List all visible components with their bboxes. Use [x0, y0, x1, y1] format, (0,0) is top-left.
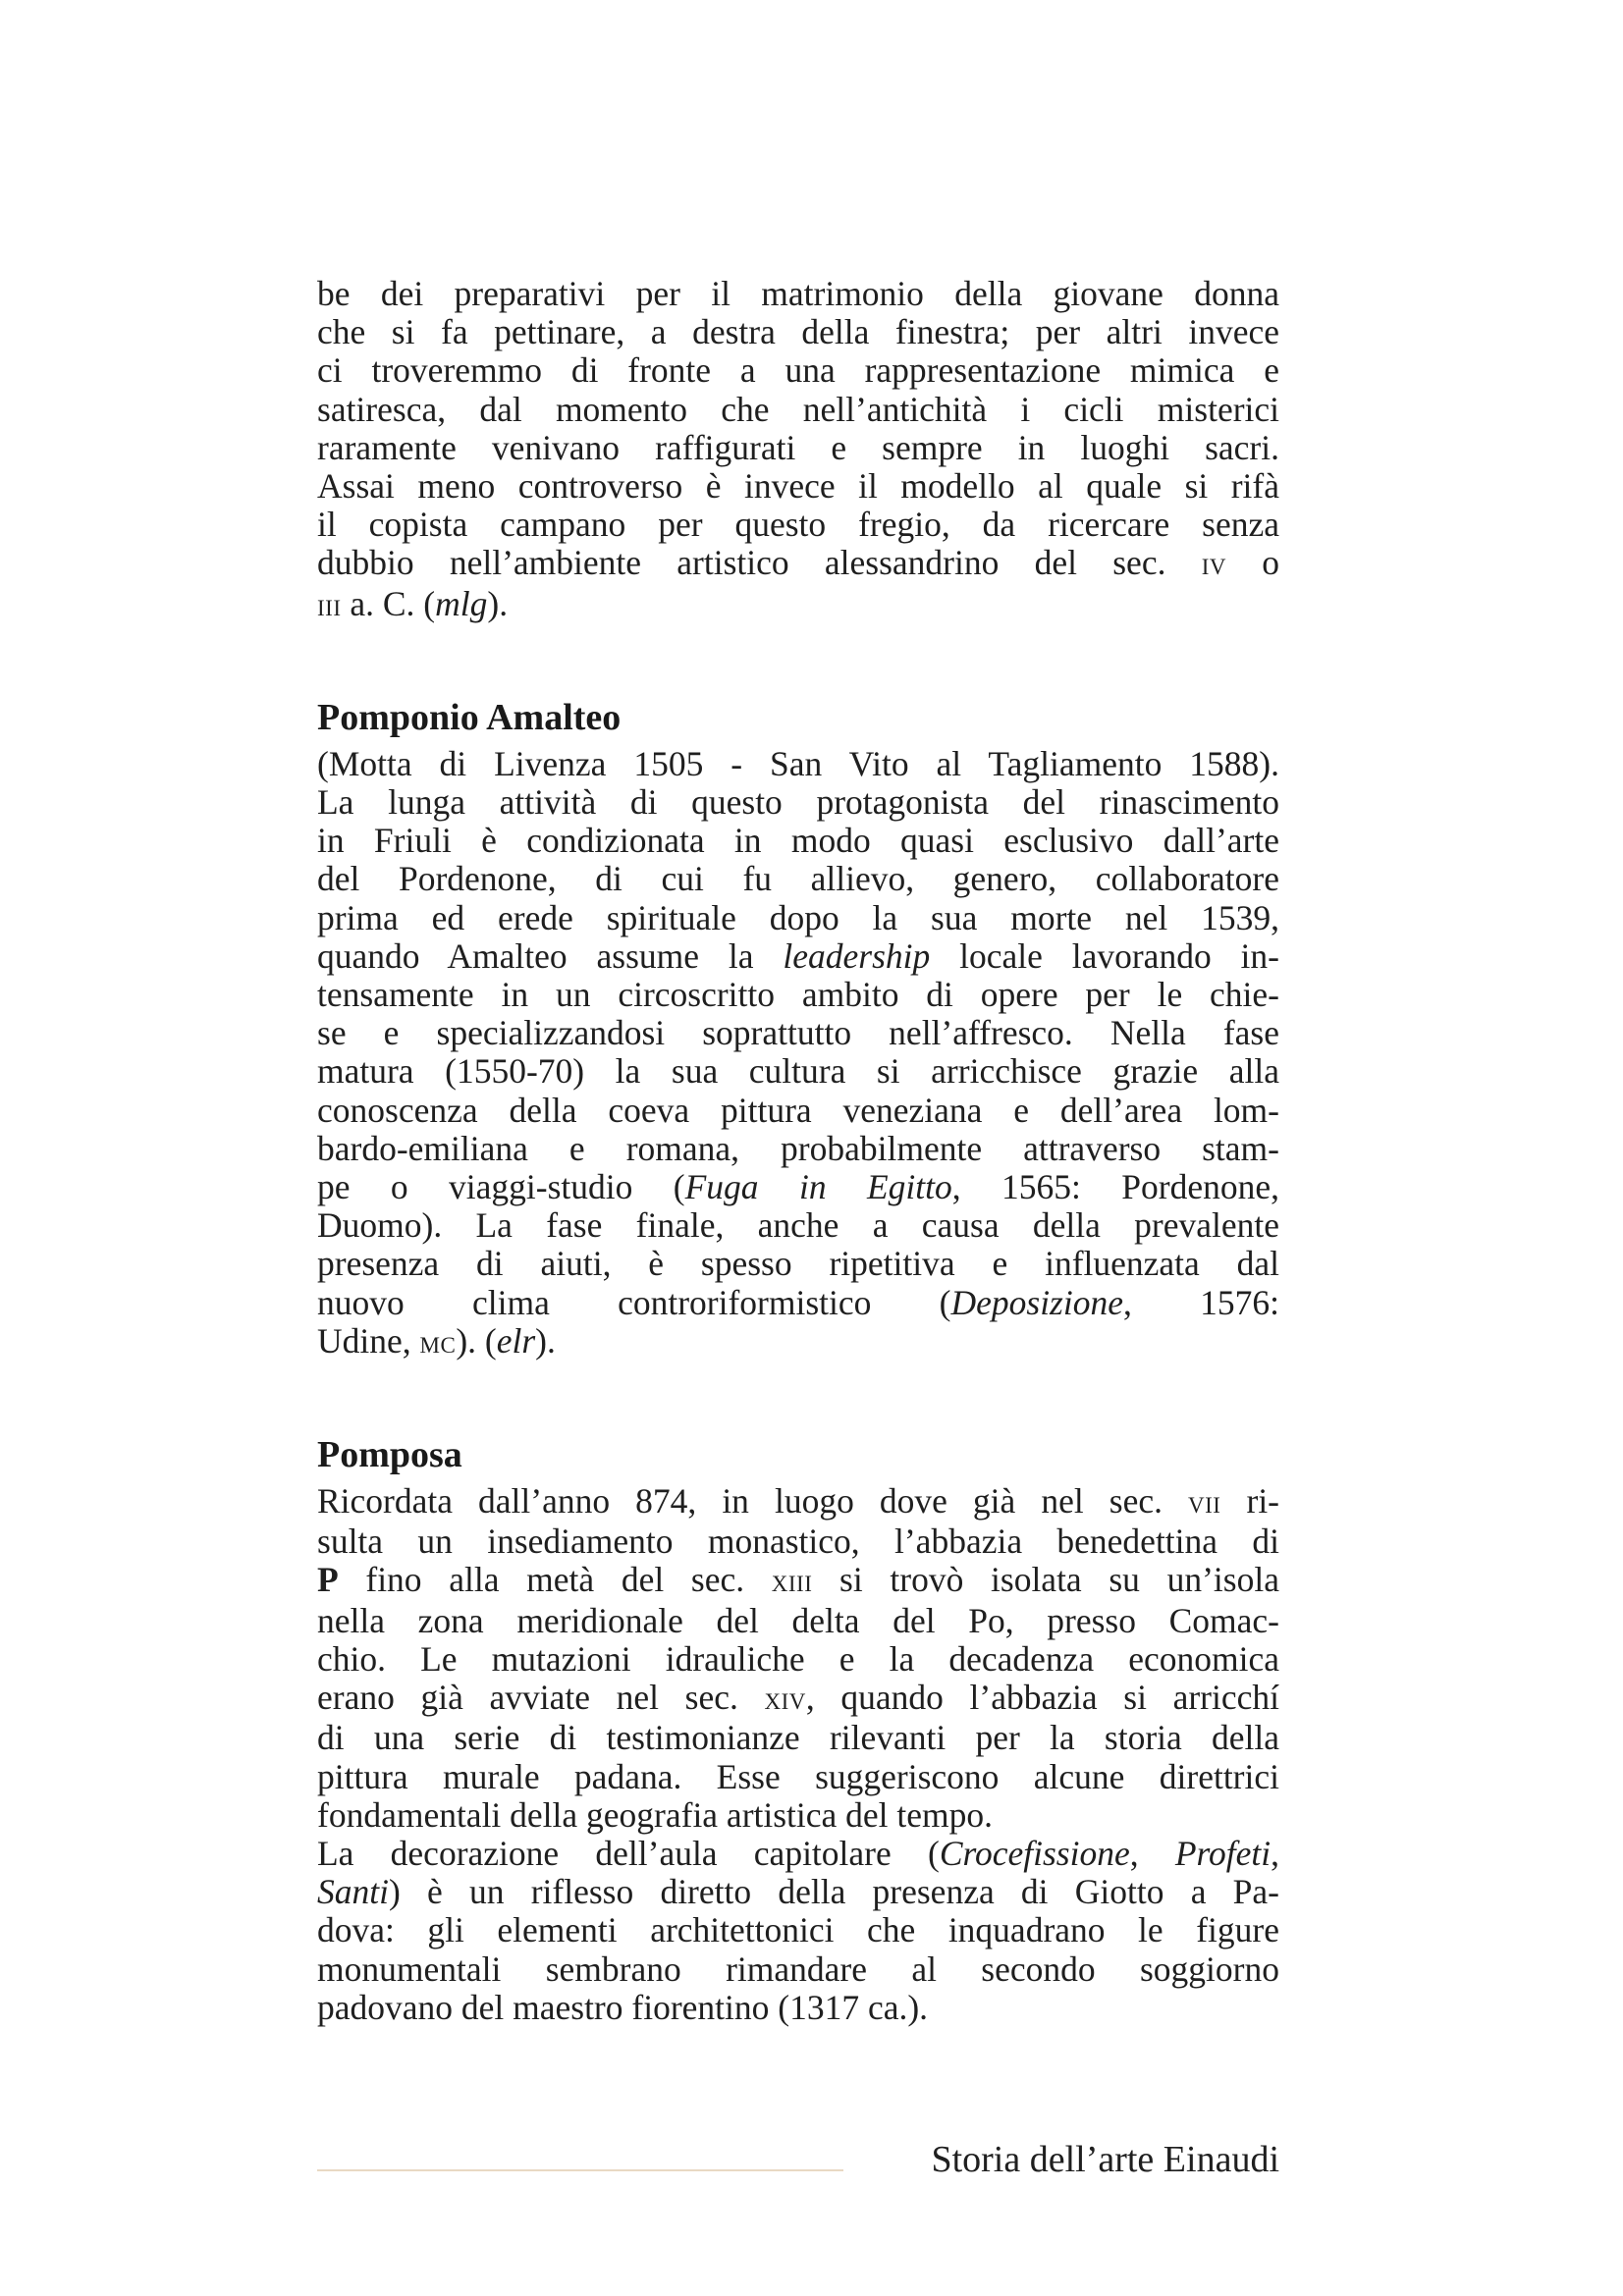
continuation-paragraph — [317, 275, 1279, 625]
text-fragment: , 1576: — [1123, 1282, 1279, 1322]
text-fragment: fino alla metà del sec. — [338, 1560, 772, 1600]
text-line: nella zona meridionale del delta del Po, presso Comac- — [317, 1600, 1279, 1640]
text-line: conoscenza della coeva pittura veneziana e dell’area lom- — [317, 1090, 1279, 1130]
text-line: be dei preparativi per il matrimonio della giovane donna — [317, 274, 1279, 313]
text-fragment: , — [1271, 1833, 1280, 1873]
text-line: prima ed erede spirituale dopo la sua morte nel 1539, — [317, 897, 1279, 937]
text-line: di una serie di testimonianze rilevanti per la storia della — [317, 1718, 1279, 1758]
artwork-title: Santi — [317, 1872, 389, 1912]
text-line: padovano del maestro fiorentino (1317 ca.). — [317, 1987, 929, 2027]
entry-title-amalteo: Pomponio Amalteo — [317, 696, 622, 738]
text-line: Duomo). La fase finale, anche a causa della prevalente — [317, 1205, 1279, 1246]
page-footer — [317, 2136, 1279, 2185]
text-fragment: , 1565: Pordenone, — [951, 1167, 1279, 1207]
text-line: monumentali sembrano rimandare al secondo soggiorno — [317, 1949, 1279, 1989]
text-fragment: , quando l’abbazia si arricchí — [805, 1678, 1279, 1718]
text-line — [317, 1482, 1279, 1522]
text-line: dova: gli elementi architettonici che inquadrano le figure — [317, 1910, 1279, 1950]
entry-text-amalteo — [317, 745, 1279, 1362]
text-fragment: La decorazione dell’aula capitolare ( — [317, 1833, 940, 1873]
century-numeral: xiv — [764, 1682, 806, 1718]
century-numeral: xiii — [771, 1564, 813, 1600]
text-line: del Pordenone, di cui fu allievo, genero, collaboratore — [317, 859, 1279, 899]
artwork-title: Crocefissione — [939, 1833, 1130, 1873]
text-fragment: ) è un riflesso diretto della presenza di Giotto a Pa- — [388, 1872, 1279, 1912]
text-line: bardo-emiliana e romana, probabilmente attraverso stam- — [317, 1128, 1279, 1168]
text-fragment: o — [1226, 543, 1280, 583]
text-fragment: quando Amalteo assume la — [317, 935, 784, 976]
text-line — [317, 1284, 1279, 1322]
artwork-title: Profeti — [1174, 1833, 1271, 1873]
entry-abbreviation: P — [317, 1560, 339, 1600]
text-fragment: nuovo clima controriformistico ( — [317, 1282, 951, 1322]
text-fragment: locale lavorando in- — [930, 935, 1279, 976]
text-line: tensamente in un circoscritto ambito di opere per le chie- — [317, 975, 1279, 1015]
entry-title-pomposa: Pomposa — [317, 1434, 462, 1476]
text-line — [317, 585, 1279, 625]
text-line: che si fa pettinare, a destra della finestra; per altri invece — [317, 312, 1279, 352]
text-line — [317, 937, 1279, 976]
text-line — [317, 1168, 1279, 1206]
artwork-title: Deposizione — [950, 1282, 1123, 1322]
author-initials: mlg — [435, 583, 488, 623]
text-fragment: pe o viaggi-studio ( — [317, 1167, 685, 1207]
text-fragment: si trovò isolata su un’isola — [812, 1560, 1279, 1600]
text-fragment: erano già avviate nel sec. — [317, 1678, 765, 1718]
text-fragment: ri- — [1220, 1481, 1280, 1522]
text-line: Assai meno controverso è invece il modello al quale si rifà — [317, 466, 1279, 507]
text-line — [317, 1561, 1279, 1601]
text-line — [317, 544, 1279, 584]
text-line: in Friuli è condizionata in modo quasi esclusivo dall’arte — [317, 821, 1279, 861]
text-line — [317, 1322, 1279, 1362]
text-line: sulta un insediamento monastico, l’abbazia benedettina di — [317, 1522, 1279, 1562]
text-fragment: ). ( — [456, 1320, 497, 1361]
text-line: il copista campano per questo fregio, da ricercare senza — [317, 505, 1279, 545]
text-line: presenza di aiuti, è spesso ripetitiva e influenzata dal — [317, 1244, 1279, 1284]
text-line: fondamentali della geografia artistica del tempo. — [317, 1794, 994, 1835]
text-fragment: ). — [535, 1320, 556, 1361]
artwork-title: Fuga in Egitto — [684, 1167, 952, 1207]
text-line: matura (1550-70) la sua cultura si arricchisce grazie alla — [317, 1051, 1279, 1092]
italic-term: leadership — [783, 935, 931, 976]
text-line: pittura murale padana. Esse suggeriscono alcune direttrici — [317, 1756, 1279, 1796]
text-line: se e specializzandosi soprattutto nell’affresco. Nella fase — [317, 1013, 1279, 1053]
text-line: chio. Le mutazioni idrauliche e la decadenza economica — [317, 1638, 1279, 1679]
footer-rule — [317, 2169, 843, 2171]
entry-text-pomposa — [317, 1482, 1279, 2027]
text-line: (Motta di Livenza 1505 - San Vito al Tagliamento 1588). — [317, 743, 1279, 783]
footer-publication-title: Storia dell’arte Einaudi — [931, 2139, 1279, 2180]
text-fragment: dubbio nell’ambiente artistico alessandrino del sec. — [317, 543, 1202, 583]
text-line: satiresca, dal momento che nell’antichità i cicli misterici — [317, 389, 1279, 429]
text-line — [317, 1835, 1279, 1873]
text-line: raramente venivano raffigurati e sempre in luoghi sacri. — [317, 427, 1279, 467]
text-line: La lunga attività di questo protagonista del rinascimento — [317, 782, 1279, 823]
century-numeral: vii — [1188, 1485, 1221, 1522]
text-fragment: , — [1129, 1833, 1175, 1873]
text-line — [317, 1679, 1279, 1719]
page-body — [317, 275, 1279, 2027]
text-line: ci troveremmo di fronte a una rappresentazione mimica e — [317, 350, 1279, 391]
museum-abbreviation: mc — [419, 1324, 457, 1361]
text-line — [317, 1873, 1279, 1911]
author-initials: elr — [496, 1320, 536, 1361]
text-fragment: a. C. ( — [341, 583, 436, 623]
text-fragment: Udine, — [317, 1320, 420, 1361]
century-numeral: iii — [317, 587, 342, 623]
text-fragment: Ricordata dall’anno 874, in luogo dove già nel sec. — [317, 1481, 1189, 1522]
century-numeral: iv — [1201, 547, 1226, 583]
text-fragment: ). — [487, 583, 509, 623]
